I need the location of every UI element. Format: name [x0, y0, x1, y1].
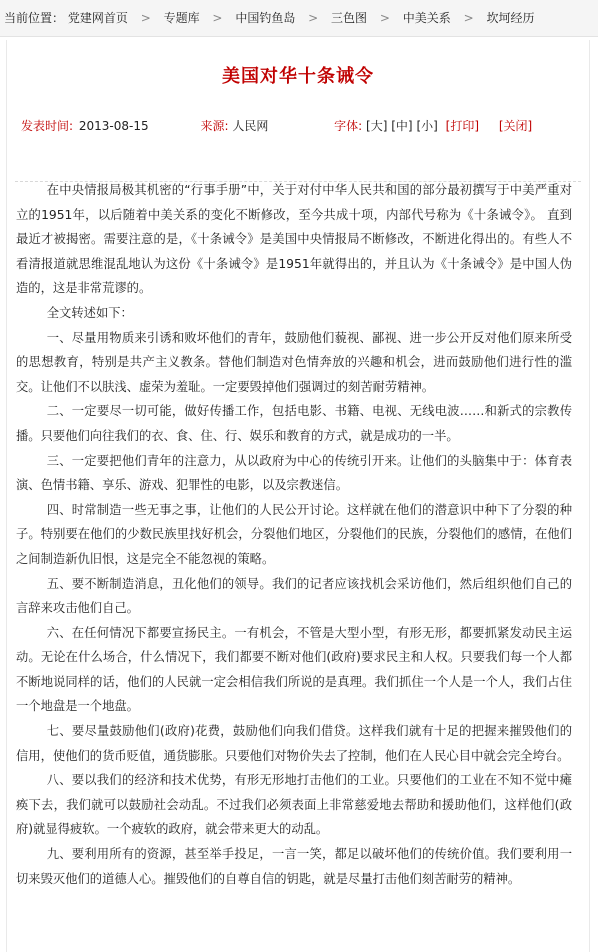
print-button[interactable]: [打印]: [445, 119, 480, 133]
breadcrumb: [0, 0, 598, 37]
paragraph-item-1: 一、尽量用物质来引诱和败坏他们的青年，鼓励他们藐视、鄙视、进一步公开反对他们原来所受的思想教育，特别是共产主义教条。替他们制造对色情奔放的兴趣和机会，进而鼓励他们进行性的滥交。让他们不以肤浅、虚荣为羞耻。一定要毁掉他们强调过的刻苦耐劳精神。: [16, 330, 572, 394]
paragraph-intro: 在中央情报局极其机密的“行事手册”中，关于对付中华人民共和国的部分最初撰写于中美严重对立的1951年，以后随着中美关系的变化不断修改，至今共成十项，内部代号称为《十条诫令》。 直到最近才被揭密。需要注意的是，《十条诫令》是美国中央情报局不断修改，不断进化得出的。有些人不看清报道就思维混乱地认为这份《十条诫令》是1951年就得出的，并且认为《十条诫令》是中国人伪造的，这是非常荒谬的。: [16, 183, 572, 296]
breadcrumb-separator: >: [308, 11, 319, 25]
paragraph-item-5: 五、要不断制造消息，丑化他们的领导。我们的记者应该找机会采访他们，然后组织他们自己的言辞来攻击他们自己。: [16, 576, 572, 616]
paragraph-item-4: 四、时常制造一些无事之事，让他们的人民公开讨论。这样就在他们的潜意识中种下了分裂的种子。特别要在他们的少数民族里找好机会，分裂他们地区，分裂他们的民族，分裂他们的感情，在他们之间制造新仇旧恨，这是完全不能忽视的策略。: [16, 502, 572, 566]
breadcrumb-prefix: 当前位置：: [4, 11, 65, 25]
breadcrumb-separator: >: [379, 11, 390, 25]
font-size-large-button[interactable]: [大]: [366, 119, 388, 133]
publish-date: 2013-08-15: [78, 119, 149, 133]
font-size-medium-button[interactable]: [中]: [391, 119, 413, 133]
paragraph-item-6: 六、在任何情况下都要宣扬民主。一有机会，不管是大型小型，有形无形，都要抓紧发动民主运动。无论在什么场合，什么情况下，我们都要不断对他们(政府)要求民主和人权。只要我们每一个人都不断地说同样的话，他们的人民就一定会相信我们所说的是真理。我们抓住一个人是一个人，我们占住一个地盘是一个地盘。: [16, 625, 572, 714]
paragraph-item-7: 七、要尽量鼓励他们(政府)花费，鼓励他们向我们借贷。这样我们就有十足的把握来摧毁他们的信用，使他们的货币贬值，通货膨胀。只要他们对物价失去了控制，他们在人民心目中就会完全垮台。: [16, 724, 572, 763]
breadcrumb-link-sino-us[interactable]: 中美关系: [402, 11, 451, 25]
paragraph-item-3: 三、一定要把他们青年的注意力，从以政府为中心的传统引开来。让他们的头脑集中于：体育表演、色情书籍、享乐、游戏、犯罪性的电影，以及宗教迷信。: [16, 453, 572, 493]
breadcrumb-separator: >: [463, 11, 474, 25]
breadcrumb-link-current[interactable]: 坎坷经历: [486, 11, 535, 25]
source-value: 人民网: [232, 119, 269, 133]
article-title: 美国对华十条诫令: [222, 66, 374, 87]
breadcrumb-separator: >: [140, 11, 151, 25]
font-size-label: 字体:: [334, 119, 363, 133]
font-size-small-button[interactable]: [小]: [416, 119, 438, 133]
close-button[interactable]: [关闭]: [498, 119, 533, 133]
article-body: [16, 178, 572, 891]
breadcrumb-link-diaoyu[interactable]: 中国钓鱼岛: [235, 11, 296, 25]
breadcrumb-link-home[interactable]: 党建网首页: [67, 11, 128, 25]
paragraph-item-2: 二、一定要尽一切可能，做好传播工作，包括电影、书籍、电视、无线电波……和新式的宗教传播。只要他们向往我们的衣、食、住、行、娱乐和教育的方式，就是成功的一半。: [16, 404, 572, 443]
breadcrumb-link-sansetu[interactable]: 三色图: [331, 11, 368, 25]
paragraph-item-8: 八、要以我们的经济和技术优势，有形无形地打击他们的工业。只要他们的工业在不知不觉中瘫痪下去，我们就可以鼓励社会动乱。不过我们必须表面上非常慈爱地去帮助和援助他们，这样他们(政府)就显得疲软。一个疲软的政府，就会带来更大的动乱。: [16, 773, 572, 837]
date-label: 发表时间:: [21, 119, 74, 133]
breadcrumb-separator: >: [212, 11, 223, 25]
article-meta: [21, 118, 579, 134]
source-label: 来源:: [200, 119, 229, 133]
paragraph-item-9: 九、要利用所有的资源，甚至举手投足，一言一笑，都足以破坏他们的传统价值。我们要利用一切来毁灭他们的道德人心。摧毁他们的自尊自信的钥匙，就是尽量打击他们刻苦耐劳的精神。: [16, 847, 572, 886]
breadcrumb-link-topics[interactable]: 专题库: [163, 11, 200, 25]
paragraph-lead: 全文转述如下：: [46, 305, 133, 320]
